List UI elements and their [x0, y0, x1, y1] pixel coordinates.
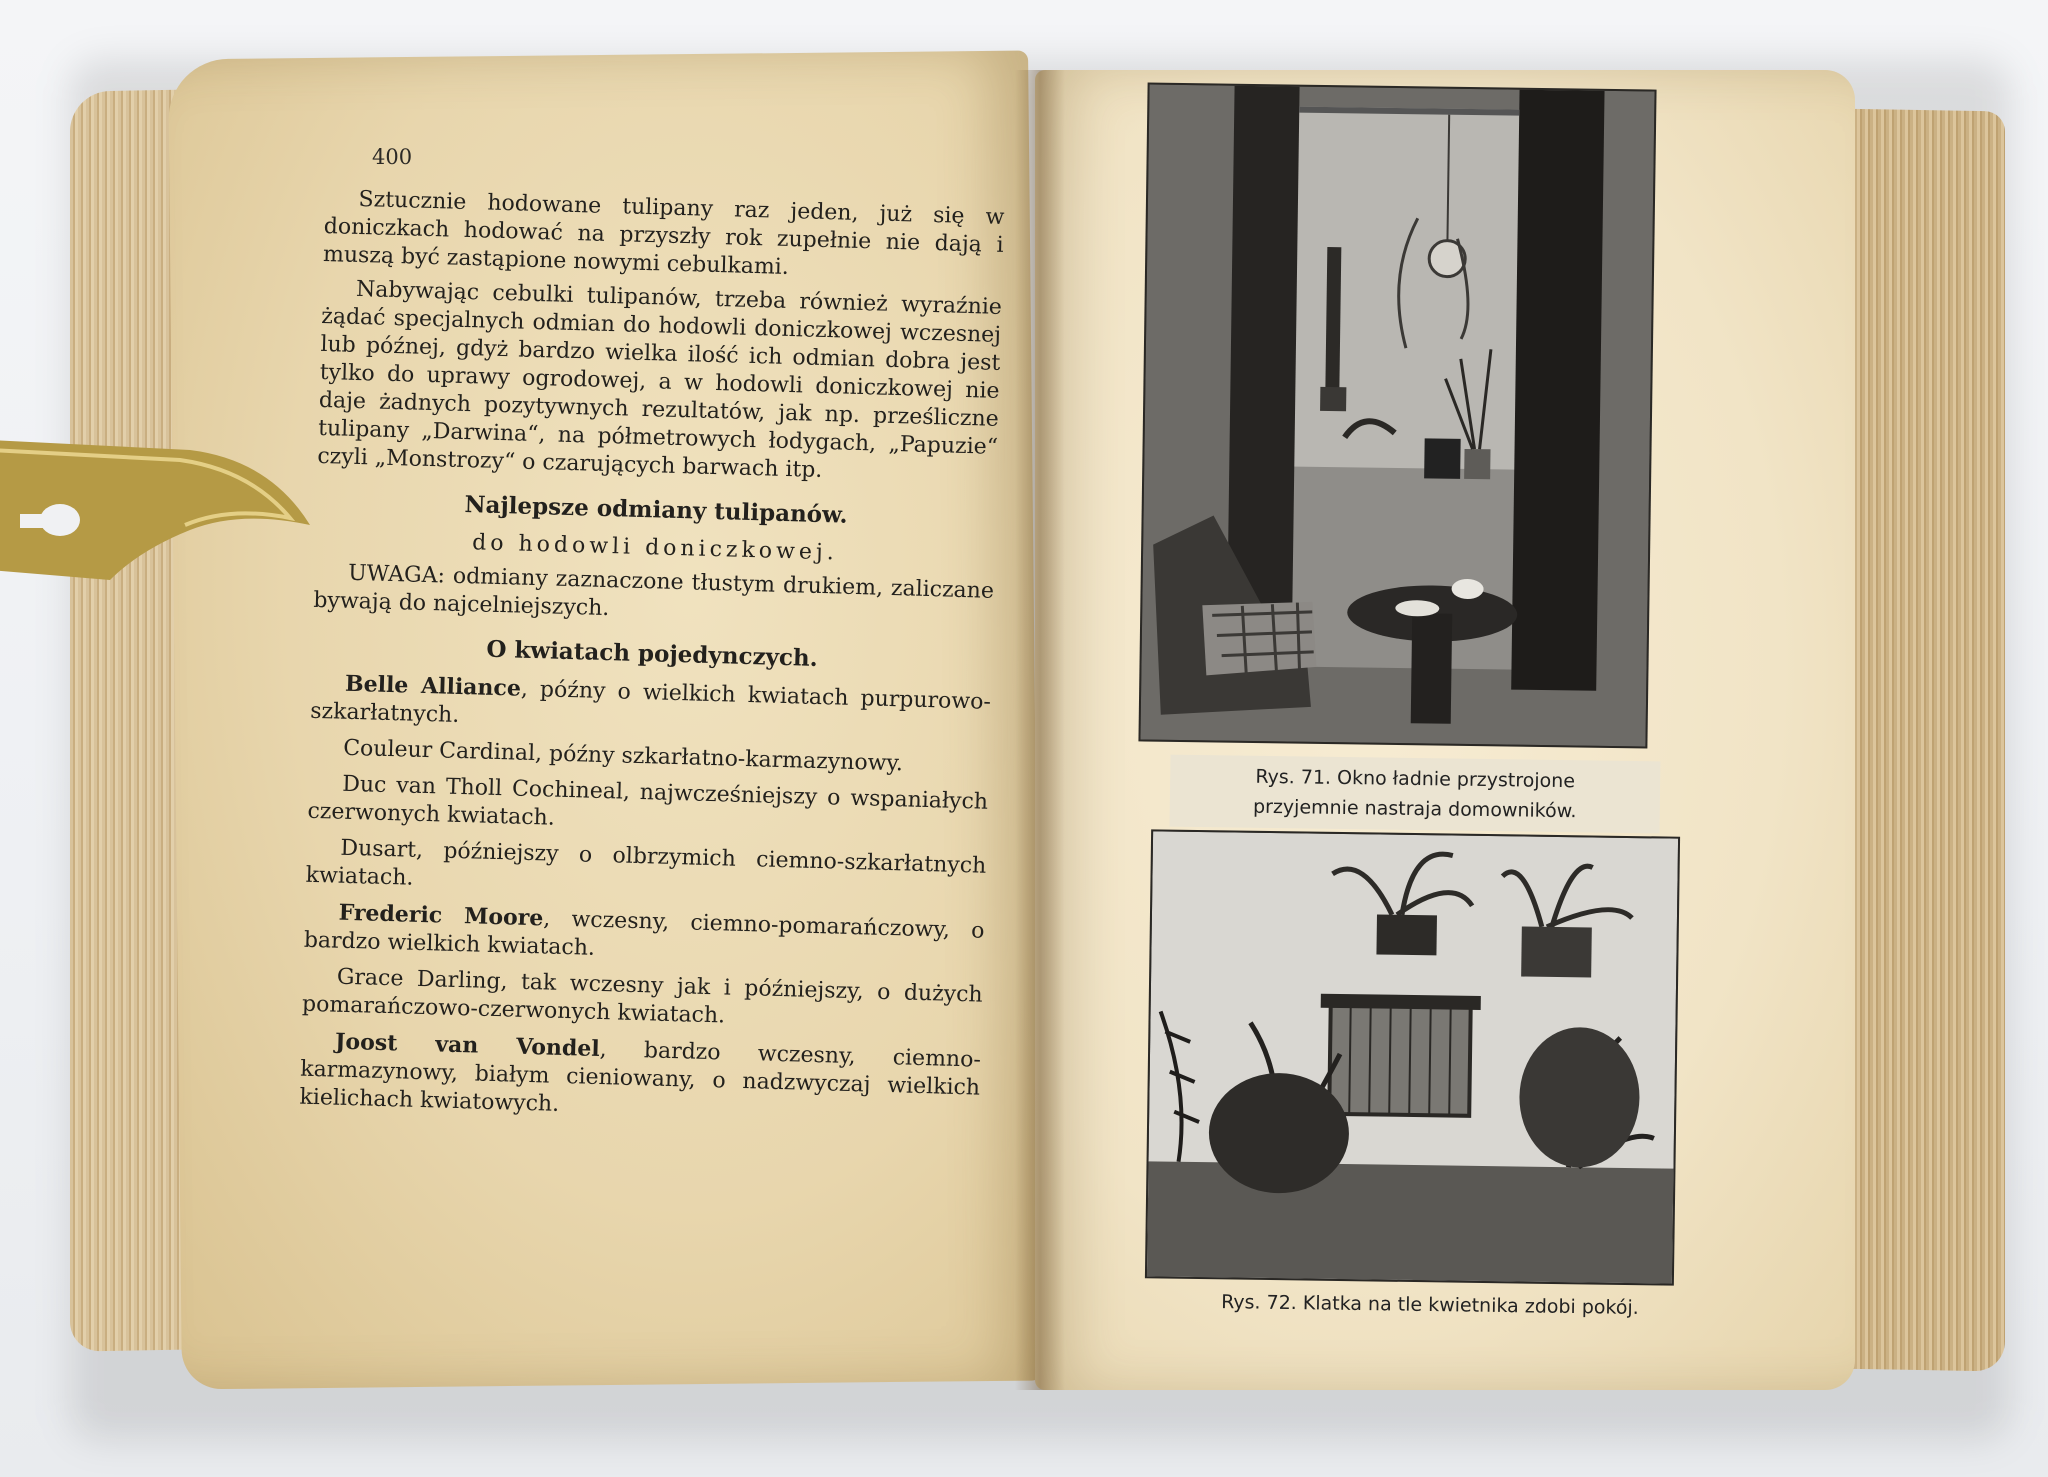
variety-name: Grace Darling — [336, 964, 501, 995]
section-subheading: do hodowli doniczkowej. — [471, 530, 839, 566]
figure-window-photo — [1140, 85, 1654, 747]
variety-entry — [307, 770, 988, 845]
variety-name: Belle Alliance — [344, 670, 522, 702]
left-page-text — [299, 185, 1005, 1139]
variety-entry — [305, 834, 986, 909]
variety-name: Duc van Tholl Cochineal — [341, 771, 624, 805]
variety-name: Couleur Cardinal — [342, 735, 536, 767]
birdcage-scene-image — [1147, 831, 1678, 1283]
variety-entry — [299, 1027, 981, 1131]
variety-name: Dusart — [340, 835, 417, 863]
variety-entry — [304, 898, 985, 974]
caption-line: przyjemnie nastraja domowników. — [1252, 795, 1577, 823]
variety-name: Joost van Vondel — [334, 1028, 601, 1063]
book-gutter — [1015, 70, 1065, 1390]
variety-description: , późniejszy o olbrzymich ciemno-szkarłatnych kwiatach. — [305, 837, 987, 891]
variety-description: , późny o wielkich kwiatach purpurowo-szkarłatnych. — [309, 676, 992, 728]
page-number: 400 — [372, 145, 413, 169]
figure-birdcage-photo — [1147, 831, 1678, 1283]
window-scene-image — [1140, 85, 1654, 747]
curtain-right — [1511, 90, 1604, 691]
figure-caption: Rys. 72. Klatka na tle kwietnika zdobi pokój. — [1221, 1291, 1639, 1319]
page-edges-right — [1830, 108, 2005, 1371]
variety-description: , późny szkarłatno-karmazynowy. — [534, 741, 904, 777]
note: UWAGA: odmiany zaznaczone tłustym drukiem, zaliczane bywają do najcelniejszych. — [313, 560, 995, 622]
brass-bookmark — [0, 440, 320, 590]
paragraph: Sztucznie hodowane tulipany raz jeden, już się w doniczkach hodować na przyszły rok zupełnie nie dają i muszą być zastąpione nowymi cebulkami. — [322, 186, 1005, 280]
variety-entry — [310, 669, 991, 745]
section-heading: O kwiatach pojedynczych. — [486, 635, 819, 672]
paragraph: Nabywając cebulki tulipanów, trzeba również wyraźnie żądać specjalnych odmian do hodowli doniczkowej wczesnej lub późnej, gdyż bardzo wielka ilość ich odmian dobra jest tylko do uprawy ogrodowej, a w hodowli doniczkowej nie daje żadnych pozytywnych rezultatów, jak np. prześliczne tulipany „Darwina“, na półmetrowych łodygach, „Papuzie“ czyli „Monstrozy“ o czarujących barwach itp. — [317, 276, 1003, 483]
variety-description: , najwcześniejszy o wspaniałych czerwonych kwiatach. — [307, 779, 989, 831]
variety-name: Frederic Moore — [338, 899, 544, 932]
figure-caption — [1170, 755, 1661, 834]
variety-description: , tak wczesny jak i późniejszy, o dużych pomarańczowo-czerwonych kwiatach. — [301, 969, 983, 1029]
caption-line: Rys. 71. Okno ładnie przystrojone — [1255, 765, 1576, 793]
variety-entry — [302, 963, 983, 1038]
cactus — [1325, 247, 1341, 397]
variety-description: , wczesny, ciemno-pomarańczowy, o bardzo wielkich kwiatach. — [303, 906, 985, 961]
section-heading: Najlepsze odmiany tulipanów. — [464, 491, 848, 529]
variety-description: , bardzo wczesny, ciemno-karmazynowy, białym cieniowany, o nadzwyczaj wielkich kielichach kwiatowych. — [299, 1037, 982, 1117]
